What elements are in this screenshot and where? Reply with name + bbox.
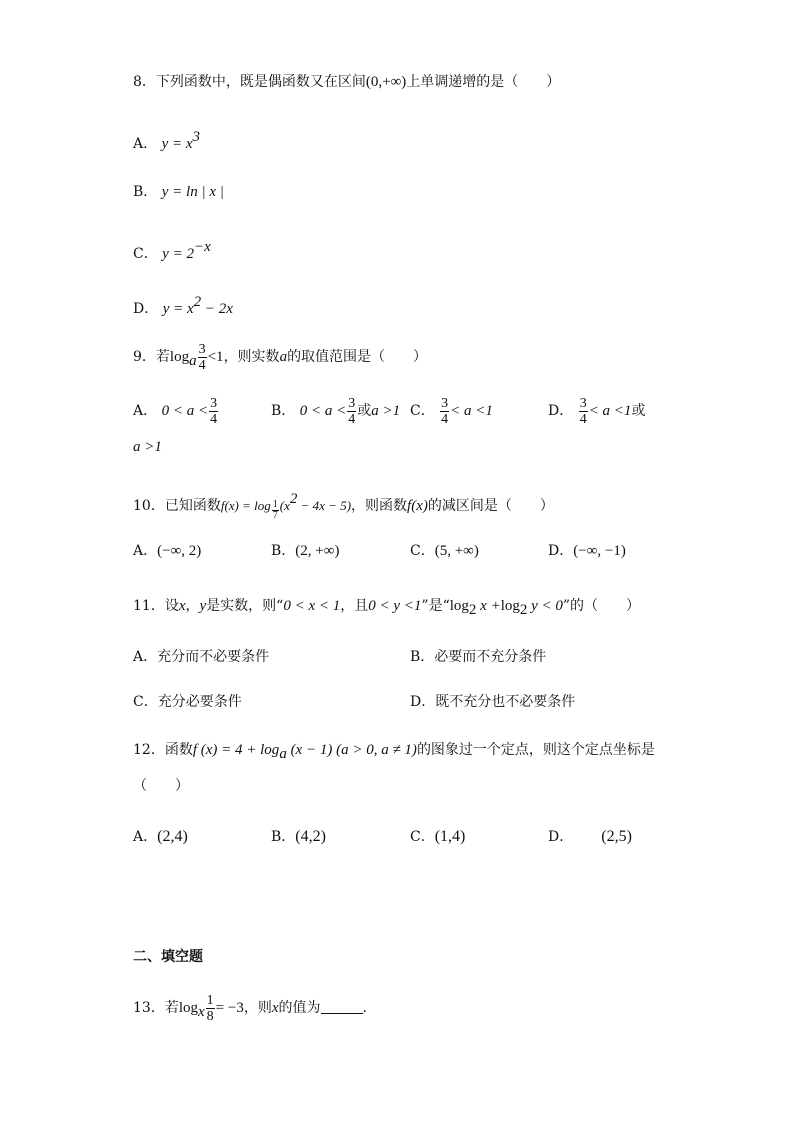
question-9-option-c: C． $\frac{3}{4}$ < a <1 xyxy=(410,395,493,427)
question-8-option-a: A． $y = x^3$ xyxy=(133,129,201,152)
question-12-option-c: C．(1,4) xyxy=(410,828,466,845)
question-9-option-b: B． 0 < a < $\frac{3}{4}$ 或a >1 xyxy=(271,395,401,427)
question-13-stem: 13．若$\log_x$ $\frac{1}{8}$ = −3，则x的值为 . xyxy=(133,992,367,1024)
question-10-option-a: A．(−∞, 2) xyxy=(133,543,202,559)
question-12-option-b: B．(4,2) xyxy=(271,828,326,845)
section-heading: 二、填空题 xyxy=(133,949,203,965)
fraction: $\frac{1}{8}$ xyxy=(206,992,214,1024)
question-9-option-d-wrap: a >1 xyxy=(133,439,162,455)
question-8-stem: 8．下列函数中，既是偶函数又在区间(0,+∞)上单调递增的是（ ） xyxy=(133,74,561,90)
question-11-option-d: D．既不充分也不必要条件 xyxy=(410,694,576,710)
question-11-stem: 11．设x，y是实数，则“0 < x < 1，且0 < y <1”是“$\log_2$ $x +\log_2$ y < 0”的（ ） xyxy=(133,598,641,618)
question-11-option-b: B．必要而不充分条件 xyxy=(410,649,547,665)
question-12-paren: （ ） xyxy=(133,778,189,794)
fraction: $\frac{3}{4}$ xyxy=(210,395,218,427)
fraction: $\frac{3}{4}$ xyxy=(579,395,587,427)
question-8-option-b: B． y = ln | x | xyxy=(133,184,224,200)
fraction: $\frac{3}{4}$ xyxy=(348,395,356,427)
question-8-option-d: D． $y = x^2 - 2x$ xyxy=(133,294,233,317)
question-10-option-d: D．(−∞, −1) xyxy=(548,543,626,559)
question-9-stem: 9．若$\log_a$ $\frac{3}{4}$ <1，则实数a的取值范围是（ ） xyxy=(133,341,428,373)
question-9-option-a: A． 0 < a < $\frac{3}{4}$ xyxy=(133,395,218,427)
fraction: $\frac{3}{4}$ xyxy=(198,341,206,373)
question-11-option-a: A．充分而不必要条件 xyxy=(133,649,270,665)
question-12-stem: 12．函数f $(x) = 4 + \log_a (x - 1) (a > 0$, a ≠ 1)的图象过一个定点，则这个定点坐标是 xyxy=(133,742,655,762)
question-9-option-d: D． $\frac{3}{4}$ < a <1或 xyxy=(548,395,646,427)
question-12-option-d: D． (2,5) xyxy=(548,828,632,845)
fraction: $\frac{3}{4}$ xyxy=(441,395,449,427)
question-12-option-a: A．(2,4) xyxy=(133,828,188,845)
question-10-option-b: B．(2, +∞) xyxy=(271,543,340,559)
fraction: $\frac{1}{7}$ xyxy=(272,499,278,521)
answer-blank[interactable] xyxy=(321,999,363,1014)
question-10-option-c: C．(5, +∞) xyxy=(410,543,479,559)
question-10-stem: 10．已知函数f(x) = log $\frac{1}{7}$ $(x^2 - 4x - 5)$，则函数f(x)的减区间是（ ） xyxy=(133,491,554,521)
question-8-option-c: C． $y = 2^{-x}$ xyxy=(133,239,211,262)
question-11-option-c: C．充分必要条件 xyxy=(133,694,242,710)
